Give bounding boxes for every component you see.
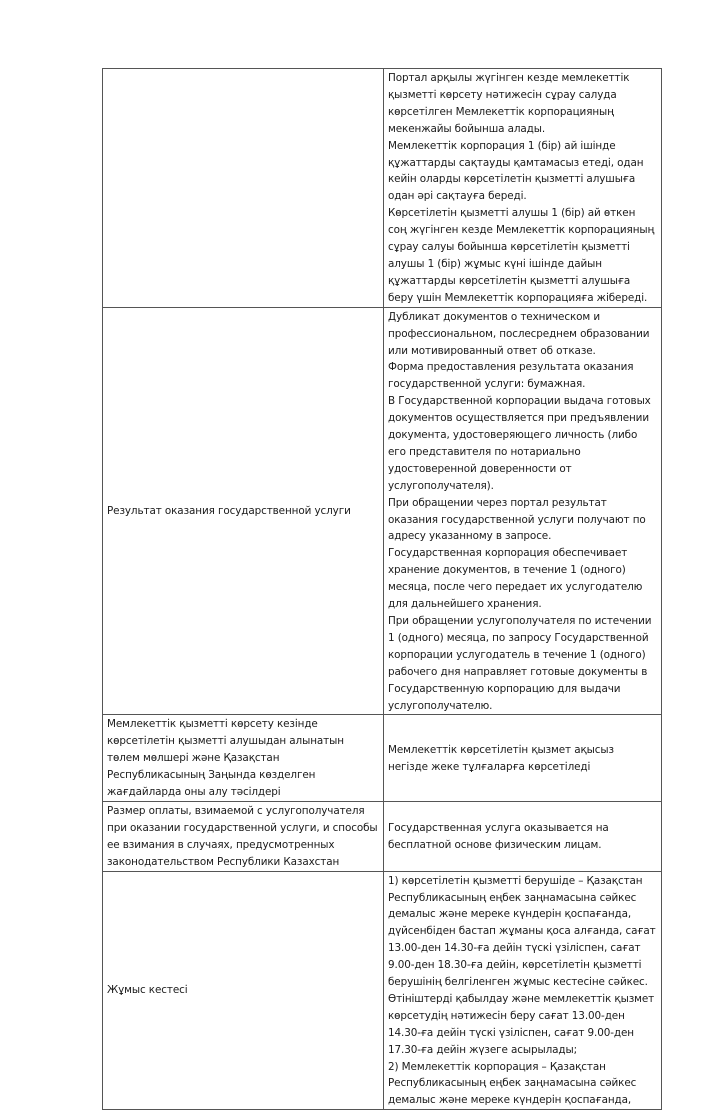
row-content [384,871,662,1110]
paragraph: Государственная услуга оказывается на бесплатной основе физическим лицам. [388,821,609,851]
table-row [103,307,662,715]
paragraph: Форма предоставления результата оказания государственной услуги: бумажная. [388,361,634,391]
row-content [384,69,662,308]
paragraph: Дубликат документов о техническом и профессиональном, послесреднем образовании или мотивированный ответ об отказе. [388,310,650,357]
table-row [103,715,662,802]
row-content [384,801,662,871]
paragraph: 1) көрсетілетін қызметті берушіде – Қазақстан Республикасының еңбек заңнамасына сәйкес демалыс және мереке күндерін қоспағанда, дүйсенбіден бастап жұманы қоса алғанда, сағат 13.00-ден 14.30-ға дейін түскі үзіліспен, сағат 9.00-ден 18.30-ға дейін, көрсетілетін қызметті берушінің белгіленген жұмыс кестесіне сәйкес. [388,874,656,989]
row-content [384,715,662,802]
paragraph: Портал арқылы жүгінген кезде мемлекеттік қызметті көрсету нәтижесін сұрау салуда көрсетілген Мемлекеттік корпорацияның мекенжайы бойынша алады. [388,72,630,135]
row-content [384,307,662,715]
paragraph: В Государственной корпорации выдача готовых документов осуществляется при предъявлении документа, удостоверяющего личность (либо его представителя по нотариально удостоверенной доверенности от услугополучателя). [388,395,651,492]
table-row [103,801,662,871]
row-label: Результат оказания государственной услуги [103,307,384,715]
table-row [103,871,662,1110]
paragraph: При обращении услугополучателя по истечении 1 (одного) месяца, по запросу Государственной корпорации услугодатель в течение 1 (одного) рабочего дня направляет готовые документы в Государственную корпорацию для выдачи услугополучателю. [388,615,652,712]
row-label: Мемлекеттік қызметті көрсету кезінде көрсетілетін қызметті алушыдан алынатын төлем мөлшері және Қазақстан Республикасының Заңында көзделген жағдайларда оны алу тәсілдері [103,715,384,802]
paragraph: Государственная корпорация обеспечивает хранение документов, в течение 1 (одного) месяца, после чего передает их услугодателю для дальнейшего хранения. [388,547,643,611]
paragraph: Мемлекеттік корпорация 1 (бір) ай ішінде құжаттарды сақтауды қамтамасыз етеді, одан кейін оларды көрсетілетін қызметті алушыға одан әрі сақтауға береді. [388,139,644,203]
paragraph: Өтініштерді қабылдау және мемлекеттік қызмет көрсетудің нәтижесін беру сағат 13.00-ден 14.30-ға дейін түскі үзіліспен, сағат 9.00-ден 17.30-ға дейін жүзеге асырылады; [388,992,655,1056]
table-row [103,69,662,308]
row-label: Размер оплаты, взимаемой с услугополучателя при оказании государственной услуги, и способы ее взимания в случаях, предусмотренных законодательством Республики Казахстан [103,801,384,871]
service-standard-table [102,68,662,1110]
paragraph: При обращении через портал результат оказания государственной услуги получают по адресу указанному в запросе. [388,496,646,543]
row-label: Жұмыс кестесі [103,871,384,1110]
paragraph: 2) Мемлекеттік корпорация – Қазақстан Республикасының еңбек заңнамасына сәйкес демалыс және мереке күндерін қоспағанда, [388,1060,637,1107]
paragraph: Мемлекеттік көрсетілетін қызмет ақысыз негізде жеке тұлғаларға көрсетіледі [388,743,614,773]
paragraph: Көрсетілетін қызметті алушы 1 (бір) ай өткен соң жүгінген кезде Мемлекеттік корпорацияның сұрау салуы бойынша көрсетілетін қызметті алушы 1 (бір) жұмыс күні ішінде дайын құжаттарды көрсетілетін қызметті алушыға беру үшін Мемлекеттік корпорацияға жібереді. [388,207,655,304]
row-label [103,69,384,308]
